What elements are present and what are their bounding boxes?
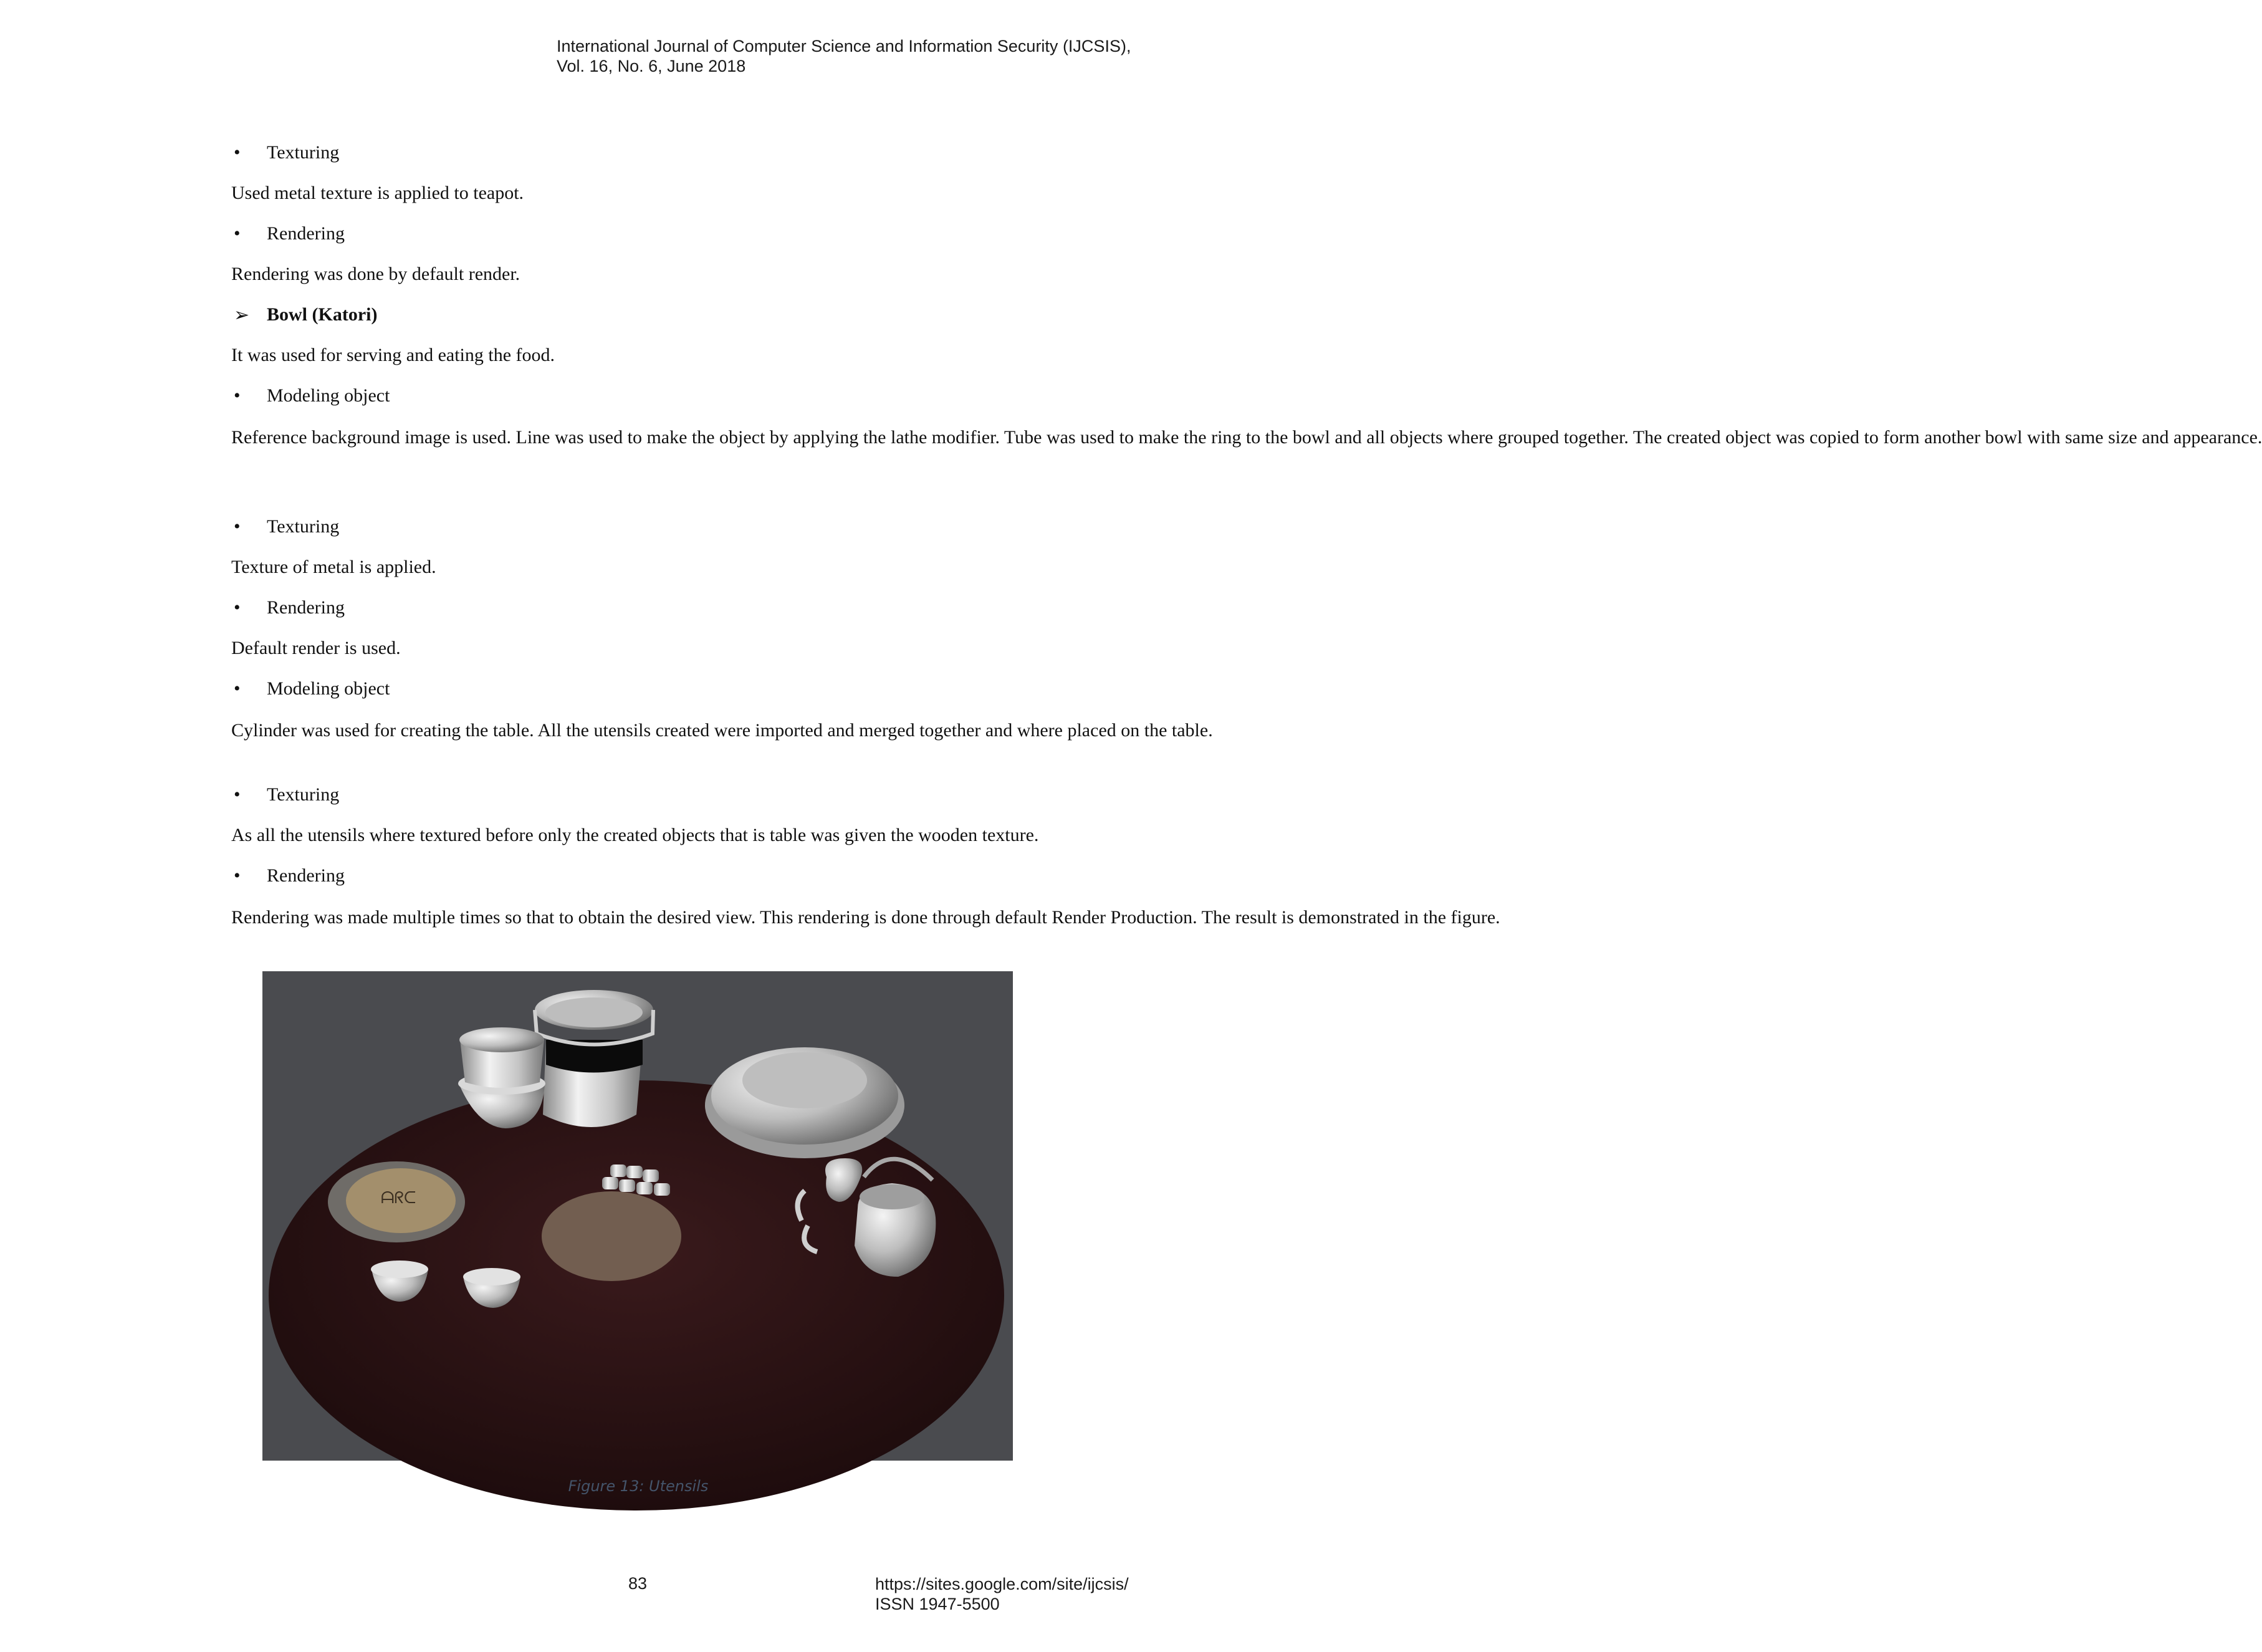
bullet-icon: • xyxy=(234,784,241,805)
paragraph: Rendering was made multiple times so that to obtain the desired view. This rendering is done through default Render Production. The result is demonstrated in the figure. xyxy=(231,907,1500,928)
footer-issn: ISSN 1947-5500 xyxy=(875,1595,1000,1613)
header-line-2: Vol. 16, No. 6, June 2018 xyxy=(557,57,746,75)
bullet-label: Texturing xyxy=(267,516,340,537)
bullet-icon: • xyxy=(234,385,241,406)
figure-utensils-render xyxy=(262,971,1013,1461)
paragraph: It was used for serving and eating the food. xyxy=(231,345,555,365)
bullet-icon: • xyxy=(234,678,241,699)
paragraph: Rendering was done by default render. xyxy=(231,264,520,284)
bullet-label: Texturing xyxy=(267,142,340,163)
pot-shape xyxy=(535,990,653,1127)
paragraph: Used metal texture is applied to teapot. xyxy=(231,183,524,203)
paragraph: As all the utensils where textured before only the created objects that is table was given the wooden texture. xyxy=(231,825,1039,845)
bullet-label: Modeling object xyxy=(267,385,390,406)
paragraph: Cylinder was used for creating the table. All the utensils created were imported and merged together and where placed on the table. xyxy=(231,720,1213,741)
arrow-bullet-icon: ➢ xyxy=(234,305,250,325)
paragraph: Texture of metal is applied. xyxy=(231,557,436,577)
bullet-label: Rendering xyxy=(267,223,345,244)
footer-url: https://sites.google.com/site/ijcsis/ xyxy=(875,1575,1129,1593)
food-plate-shape xyxy=(328,1161,465,1242)
bullet-icon: • xyxy=(234,597,241,618)
header-line-1: International Journal of Computer Science and Information Security (IJCSIS), xyxy=(557,37,1131,55)
paragraph: Reference background image is used. Line was used to make the object by applying the lathe modifier. Tube was used to make the ring to the bowl and all objects where grouped together. The created object was copied to form another bowl with same size and appearance. xyxy=(231,427,2262,448)
journal-header xyxy=(557,36,1131,76)
plate-shape xyxy=(705,1047,904,1158)
bullet-icon: • xyxy=(234,865,241,886)
paragraph: Default render is used. xyxy=(231,638,401,658)
bullet-icon: • xyxy=(234,516,241,537)
bullet-icon: • xyxy=(234,223,241,244)
footer-info xyxy=(875,1574,1129,1614)
svg-text:ᗩᖇᑕ: ᗩᖇᑕ xyxy=(381,1189,416,1208)
bullet-label: Rendering xyxy=(267,597,345,618)
heading-label: Bowl (Katori) xyxy=(267,304,378,325)
bullet-label: Modeling object xyxy=(267,678,390,699)
bullet-label: Texturing xyxy=(267,784,340,805)
rendered-scene xyxy=(262,971,1013,1461)
table-top xyxy=(269,1080,1004,1510)
page-number: 83 xyxy=(628,1574,648,1593)
bullet-icon: • xyxy=(234,142,241,163)
figure-caption: Figure 13: Utensils xyxy=(568,1477,709,1495)
board-shape xyxy=(542,1191,681,1281)
bullet-label: Rendering xyxy=(267,865,345,886)
